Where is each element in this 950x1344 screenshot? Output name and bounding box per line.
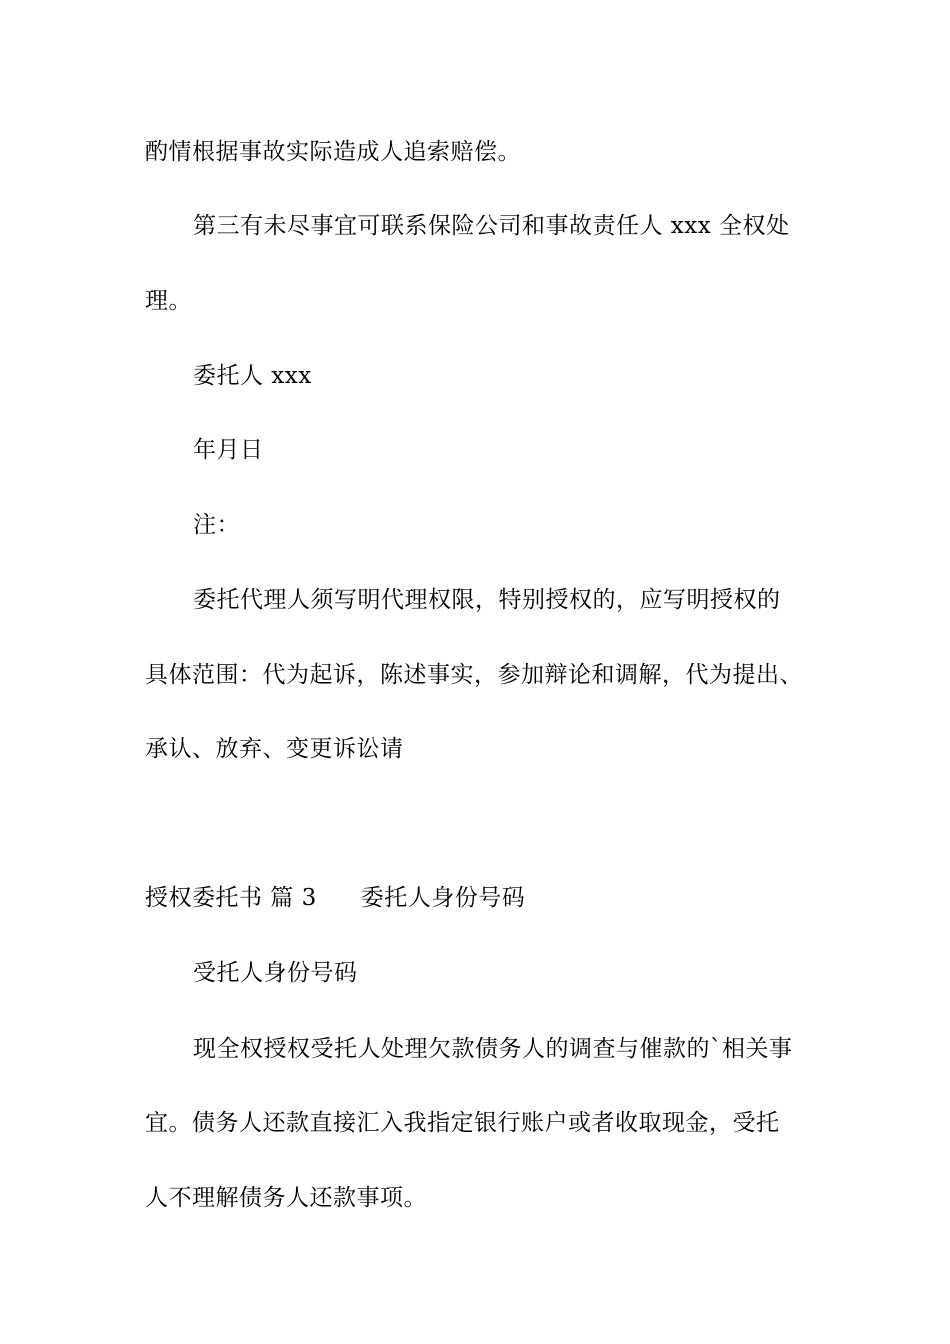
paragraph-line: 酌情根据事故实际造成人追索赔偿。 [145, 139, 521, 165]
paragraph-line: 受托人身份号码 [193, 960, 358, 986]
paragraph-line: 人不理解债务人还款事项。 [145, 1185, 427, 1211]
note-heading: 注： [193, 512, 240, 538]
paragraph-line: 具体范围：代为起诉，陈述事实，参加辩论和调解，代为提出、 [145, 662, 803, 688]
paragraph-line: 现全权授权受托人处理欠款债务人的调查与催款的`相关事 [193, 1036, 793, 1062]
paragraph-line: 理。 [145, 288, 192, 314]
date-line: 年月日 [193, 437, 264, 463]
signature-line: 委托人 xxx [193, 363, 312, 389]
paragraph-line: 承认、放弃、变更诉讼请 [145, 736, 404, 762]
section-heading-line [145, 883, 525, 913]
section-title: 授权委托书 篇 3 [145, 885, 317, 911]
paragraph-line: 第三有未尽事宜可联系保险公司和事故责任人 xxx 全权处 [193, 213, 790, 239]
paragraph-line: 委托代理人须写明代理权限，特别授权的，应写明授权的 [193, 587, 781, 613]
section-inline-text: 委托人身份号码 [360, 885, 526, 911]
paragraph-line: 宜。债务人还款直接汇入我指定银行账户或者收取现金，受托 [145, 1110, 780, 1136]
